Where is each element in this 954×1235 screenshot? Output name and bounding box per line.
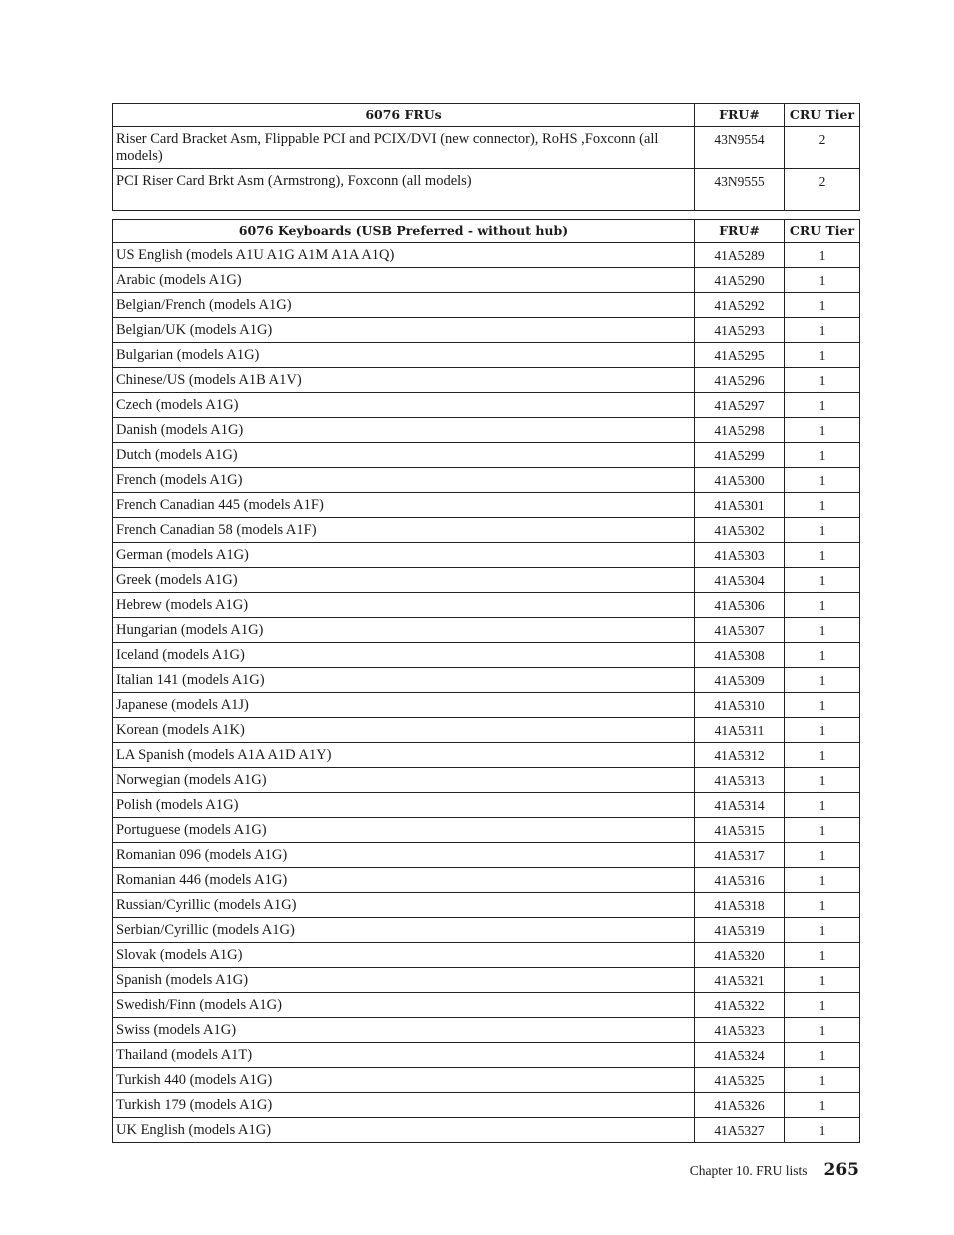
keyboards-table-body bbox=[113, 243, 860, 1143]
fru-number-cell: 41A5317 bbox=[695, 843, 785, 868]
cru-tier-cell: 1 bbox=[785, 743, 860, 768]
cru-tier-cell: 1 bbox=[785, 468, 860, 493]
description-cell: Swedish/Finn (models A1G) bbox=[113, 993, 695, 1018]
description-cell: PCI Riser Card Brkt Asm (Armstrong), Foxconn (all models) bbox=[113, 169, 695, 211]
description-cell: French Canadian 58 (models A1F) bbox=[113, 518, 695, 543]
fru-number-cell: 41A5307 bbox=[695, 618, 785, 643]
cru-tier-cell: 1 bbox=[785, 1068, 860, 1093]
cru-tier-cell: 1 bbox=[785, 1118, 860, 1143]
cru-tier-cell: 1 bbox=[785, 393, 860, 418]
fru-number-cell: 41A5300 bbox=[695, 468, 785, 493]
fru-number-cell: 41A5297 bbox=[695, 393, 785, 418]
description-cell: Korean (models A1K) bbox=[113, 718, 695, 743]
cru-tier-cell: 1 bbox=[785, 1018, 860, 1043]
fru-number-cell: 41A5318 bbox=[695, 893, 785, 918]
fru-number-cell: 41A5293 bbox=[695, 318, 785, 343]
cru-tier-cell: 1 bbox=[785, 893, 860, 918]
cru-tier-cell: 1 bbox=[785, 243, 860, 268]
table-row bbox=[113, 918, 860, 943]
description-cell: Greek (models A1G) bbox=[113, 568, 695, 593]
table-row bbox=[113, 593, 860, 618]
description-cell: Iceland (models A1G) bbox=[113, 643, 695, 668]
table-row bbox=[113, 993, 860, 1018]
fru-number-cell: 43N9554 bbox=[695, 127, 785, 169]
description-cell: Arabic (models A1G) bbox=[113, 268, 695, 293]
description-cell: Romanian 446 (models A1G) bbox=[113, 868, 695, 893]
fru-number-cell: 41A5308 bbox=[695, 643, 785, 668]
table-row bbox=[113, 693, 860, 718]
chapter-label: Chapter 10. FRU lists bbox=[689, 1163, 808, 1178]
table-row bbox=[113, 127, 860, 169]
fru-number-cell: 41A5315 bbox=[695, 818, 785, 843]
fru-number-cell: 41A5298 bbox=[695, 418, 785, 443]
table-row bbox=[113, 893, 860, 918]
table-row bbox=[113, 543, 860, 568]
description-cell: Slovak (models A1G) bbox=[113, 943, 695, 968]
fru-number-cell: 41A5323 bbox=[695, 1018, 785, 1043]
cru-tier-cell: 1 bbox=[785, 343, 860, 368]
description-cell: Serbian/Cyrillic (models A1G) bbox=[113, 918, 695, 943]
table-row bbox=[113, 343, 860, 368]
table-row bbox=[113, 1093, 860, 1118]
table-header-row bbox=[113, 104, 860, 127]
fru-number-cell: 41A5326 bbox=[695, 1093, 785, 1118]
keyboards-fru-table bbox=[112, 219, 860, 1143]
table-row bbox=[113, 243, 860, 268]
description-cell: Danish (models A1G) bbox=[113, 418, 695, 443]
fru-table bbox=[112, 103, 860, 211]
fru-number-cell: 41A5302 bbox=[695, 518, 785, 543]
table-row bbox=[113, 743, 860, 768]
description-cell: Italian 141 (models A1G) bbox=[113, 668, 695, 693]
table-row bbox=[113, 643, 860, 668]
fru-number-cell: 41A5290 bbox=[695, 268, 785, 293]
fru-number-cell: 41A5299 bbox=[695, 443, 785, 468]
column-header-fru-number: FRU# bbox=[695, 220, 785, 243]
cru-tier-cell: 1 bbox=[785, 868, 860, 893]
table-row bbox=[113, 268, 860, 293]
table-row bbox=[113, 793, 860, 818]
cru-tier-cell: 1 bbox=[785, 1093, 860, 1118]
cru-tier-cell: 1 bbox=[785, 443, 860, 468]
cru-tier-cell: 2 bbox=[785, 127, 860, 169]
description-cell: Polish (models A1G) bbox=[113, 793, 695, 818]
table-row bbox=[113, 493, 860, 518]
fru-number-cell: 41A5306 bbox=[695, 593, 785, 618]
fru-number-cell: 41A5319 bbox=[695, 918, 785, 943]
table-row bbox=[113, 418, 860, 443]
column-header-description: 6076 FRUs bbox=[113, 104, 695, 127]
cru-tier-cell: 1 bbox=[785, 318, 860, 343]
description-cell: Turkish 440 (models A1G) bbox=[113, 1068, 695, 1093]
table-row bbox=[113, 1118, 860, 1143]
cru-tier-cell: 2 bbox=[785, 169, 860, 211]
table-row bbox=[113, 1068, 860, 1093]
cru-tier-cell: 1 bbox=[785, 368, 860, 393]
description-cell: Spanish (models A1G) bbox=[113, 968, 695, 993]
fru-number-cell: 41A5304 bbox=[695, 568, 785, 593]
table-row bbox=[113, 843, 860, 868]
fru-number-cell: 41A5314 bbox=[695, 793, 785, 818]
table-header-row bbox=[113, 220, 860, 243]
column-header-fru-number: FRU# bbox=[695, 104, 785, 127]
fru-number-cell: 41A5325 bbox=[695, 1068, 785, 1093]
table-row bbox=[113, 668, 860, 693]
description-cell: US English (models A1U A1G A1M A1A A1Q) bbox=[113, 243, 695, 268]
table-row bbox=[113, 968, 860, 993]
description-cell: UK English (models A1G) bbox=[113, 1118, 695, 1143]
page-footer bbox=[690, 1160, 859, 1180]
fru-number-cell: 41A5327 bbox=[695, 1118, 785, 1143]
fru-number-cell: 41A5296 bbox=[695, 368, 785, 393]
description-cell: Riser Card Bracket Asm, Flippable PCI and PCIX/DVI (new connector), RoHS ,Foxconn (all models) bbox=[113, 127, 695, 169]
cru-tier-cell: 1 bbox=[785, 618, 860, 643]
table-row bbox=[113, 293, 860, 318]
cru-tier-cell: 1 bbox=[785, 418, 860, 443]
table-row bbox=[113, 443, 860, 468]
fru-number-cell: 41A5311 bbox=[695, 718, 785, 743]
cru-tier-cell: 1 bbox=[785, 493, 860, 518]
cru-tier-cell: 1 bbox=[785, 543, 860, 568]
table-row bbox=[113, 768, 860, 793]
cru-tier-cell: 1 bbox=[785, 918, 860, 943]
description-cell: Japanese (models A1J) bbox=[113, 693, 695, 718]
description-cell: Chinese/US (models A1B A1V) bbox=[113, 368, 695, 393]
table-row bbox=[113, 1043, 860, 1068]
description-cell: Belgian/UK (models A1G) bbox=[113, 318, 695, 343]
cru-tier-cell: 1 bbox=[785, 768, 860, 793]
cru-tier-cell: 1 bbox=[785, 843, 860, 868]
table-row bbox=[113, 169, 860, 211]
fru-number-cell: 41A5292 bbox=[695, 293, 785, 318]
description-cell: Norwegian (models A1G) bbox=[113, 768, 695, 793]
cru-tier-cell: 1 bbox=[785, 593, 860, 618]
cru-tier-cell: 1 bbox=[785, 568, 860, 593]
fru-number-cell: 41A5309 bbox=[695, 668, 785, 693]
description-cell: Hebrew (models A1G) bbox=[113, 593, 695, 618]
fru-number-cell: 41A5303 bbox=[695, 543, 785, 568]
table-row bbox=[113, 943, 860, 968]
page-number: 265 bbox=[823, 1160, 859, 1180]
cru-tier-cell: 1 bbox=[785, 793, 860, 818]
fru-number-cell: 41A5301 bbox=[695, 493, 785, 518]
table-row bbox=[113, 393, 860, 418]
description-cell: Portuguese (models A1G) bbox=[113, 818, 695, 843]
fru-number-cell: 41A5324 bbox=[695, 1043, 785, 1068]
column-header-cru-tier: CRU Tier bbox=[785, 220, 860, 243]
table-row bbox=[113, 868, 860, 893]
cru-tier-cell: 1 bbox=[785, 668, 860, 693]
description-cell: Turkish 179 (models A1G) bbox=[113, 1093, 695, 1118]
cru-tier-cell: 1 bbox=[785, 268, 860, 293]
table-row bbox=[113, 618, 860, 643]
fru-number-cell: 41A5321 bbox=[695, 968, 785, 993]
description-cell: French (models A1G) bbox=[113, 468, 695, 493]
column-header-cru-tier: CRU Tier bbox=[785, 104, 860, 127]
fru-number-cell: 41A5310 bbox=[695, 693, 785, 718]
description-cell: Russian/Cyrillic (models A1G) bbox=[113, 893, 695, 918]
description-cell: Bulgarian (models A1G) bbox=[113, 343, 695, 368]
cru-tier-cell: 1 bbox=[785, 643, 860, 668]
fru-number-cell: 41A5316 bbox=[695, 868, 785, 893]
table-row bbox=[113, 518, 860, 543]
fru-number-cell: 41A5289 bbox=[695, 243, 785, 268]
cru-tier-cell: 1 bbox=[785, 1043, 860, 1068]
description-cell: Thailand (models A1T) bbox=[113, 1043, 695, 1068]
fru-number-cell: 43N9555 bbox=[695, 169, 785, 211]
cru-tier-cell: 1 bbox=[785, 518, 860, 543]
table-row bbox=[113, 318, 860, 343]
description-cell: Romanian 096 (models A1G) bbox=[113, 843, 695, 868]
description-cell: German (models A1G) bbox=[113, 543, 695, 568]
cru-tier-cell: 1 bbox=[785, 943, 860, 968]
table-row bbox=[113, 568, 860, 593]
table-row bbox=[113, 718, 860, 743]
table-row bbox=[113, 368, 860, 393]
cru-tier-cell: 1 bbox=[785, 693, 860, 718]
description-cell: Belgian/French (models A1G) bbox=[113, 293, 695, 318]
cru-tier-cell: 1 bbox=[785, 718, 860, 743]
description-cell: Czech (models A1G) bbox=[113, 393, 695, 418]
fru-number-cell: 41A5295 bbox=[695, 343, 785, 368]
description-cell: Hungarian (models A1G) bbox=[113, 618, 695, 643]
table-row bbox=[113, 818, 860, 843]
column-header-description: 6076 Keyboards (USB Preferred - without hub) bbox=[113, 220, 695, 243]
fru-number-cell: 41A5320 bbox=[695, 943, 785, 968]
table-row bbox=[113, 468, 860, 493]
table-row bbox=[113, 1018, 860, 1043]
cru-tier-cell: 1 bbox=[785, 968, 860, 993]
description-cell: Swiss (models A1G) bbox=[113, 1018, 695, 1043]
cru-tier-cell: 1 bbox=[785, 993, 860, 1018]
fru-number-cell: 41A5313 bbox=[695, 768, 785, 793]
cru-tier-cell: 1 bbox=[785, 818, 860, 843]
cru-tier-cell: 1 bbox=[785, 293, 860, 318]
fru-number-cell: 41A5322 bbox=[695, 993, 785, 1018]
description-cell: LA Spanish (models A1A A1D A1Y) bbox=[113, 743, 695, 768]
description-cell: Dutch (models A1G) bbox=[113, 443, 695, 468]
description-cell: French Canadian 445 (models A1F) bbox=[113, 493, 695, 518]
fru-number-cell: 41A5312 bbox=[695, 743, 785, 768]
